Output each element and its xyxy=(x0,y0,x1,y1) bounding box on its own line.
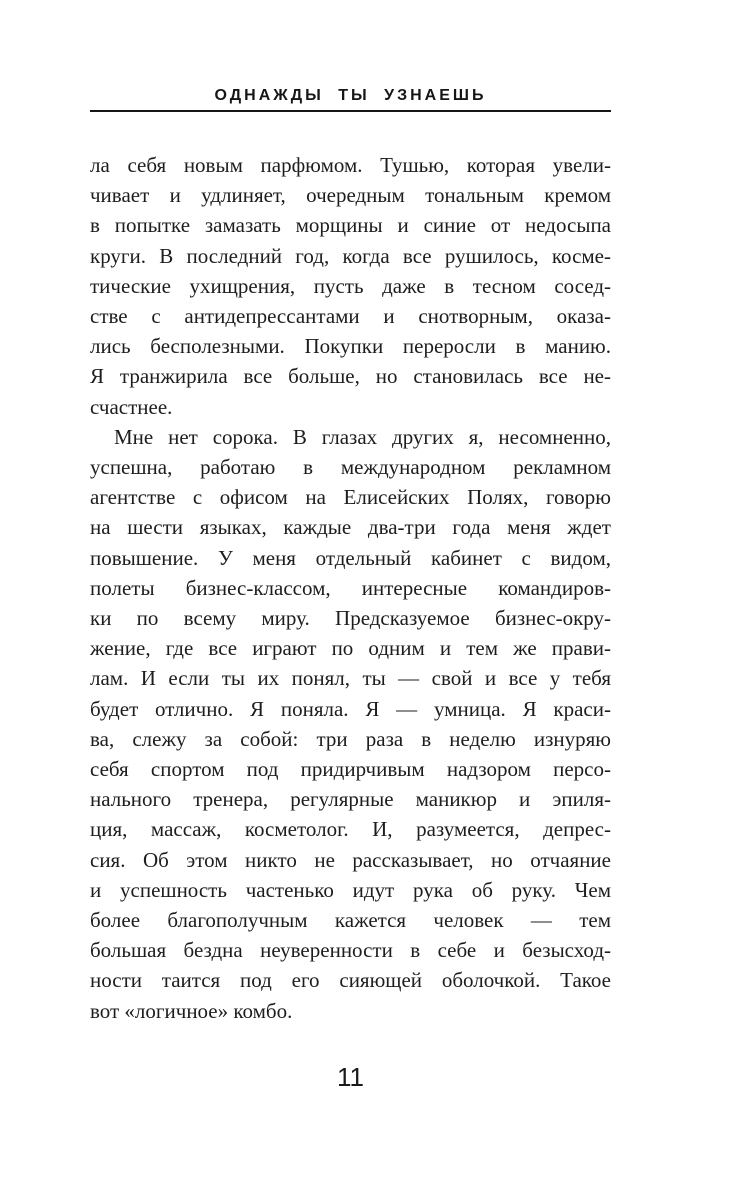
text-line: успешна, работаю в международном рекламном xyxy=(90,455,611,480)
text-line: счастнее. xyxy=(90,394,173,419)
text-line: круги. В последний год, когда все рушилось, косме- xyxy=(90,243,611,268)
text-line: большая бездна неуверенности в себе и безысход- xyxy=(90,938,611,963)
text-line: ла себя новым парфюмом. Тушью, которая увели- xyxy=(90,153,611,177)
text-line: в попытке замазать морщины и синие от недосыпа xyxy=(90,213,611,238)
text-line: Я транжирила все больше, но становилась все не- xyxy=(90,364,611,389)
text-line: ция, массаж, косметолог. И, разумеется, депрес- xyxy=(90,817,611,842)
paragraph xyxy=(90,422,611,1026)
text-line: будет отлично. Я поняла. Я — умница. Я краси- xyxy=(90,696,611,721)
paragraph xyxy=(90,150,611,422)
text-line: тические ухищрения, пусть даже в тесном сосед- xyxy=(90,273,611,298)
text-line: себя спортом под придирчивым надзором персо- xyxy=(90,757,611,782)
header-divider xyxy=(90,110,611,112)
text-line: ности таится под его сияющей оболочкой. Такое xyxy=(90,968,611,993)
text-line: полеты бизнес-классом, интересные командиров- xyxy=(90,575,611,600)
text-line: ки по всему миру. Предсказуемое бизнес-окру- xyxy=(90,606,611,631)
body-text xyxy=(90,150,611,1026)
text-line: Мне нет сорока. В глазах других я, несомненно, xyxy=(114,424,611,449)
text-line: сия. Об этом никто не рассказывает, но отчаяние xyxy=(90,847,611,872)
text-line: вот «логичное» комбо. xyxy=(90,998,293,1023)
text-line: жение, где все играют по одним и тем же прави- xyxy=(90,636,611,661)
text-line: лам. И если ты их понял, ты — свой и все у тебя xyxy=(90,666,611,691)
running-header: ОДНАЖДЫ ТЫ УЗНАЕШЬ xyxy=(214,87,487,104)
text-line: и успешность частенько идут рука об руку. Чем xyxy=(90,877,611,902)
text-line: нального тренера, регулярные маникюр и эпиля- xyxy=(90,787,611,812)
page-number: 11 xyxy=(337,1062,364,1092)
text-line: чивает и удлиняет, очередным тональным кремом xyxy=(90,183,611,208)
text-line: ва, слежу за собой: три раза в неделю изнуряю xyxy=(90,726,611,751)
text-line: агентстве с офисом на Елисейских Полях, говорю xyxy=(90,485,611,510)
text-line: более благополучным кажется человек — тем xyxy=(90,908,611,933)
text-line: повышение. У меня отдельный кабинет с видом, xyxy=(90,545,611,570)
text-line: на шести языках, каждые два-три года меня ждет xyxy=(90,515,611,540)
text-line: лись бесполезными. Покупки переросли в манию. xyxy=(90,334,611,359)
text-line: стве с антидепрессантами и снотворным, оказа- xyxy=(90,304,611,329)
